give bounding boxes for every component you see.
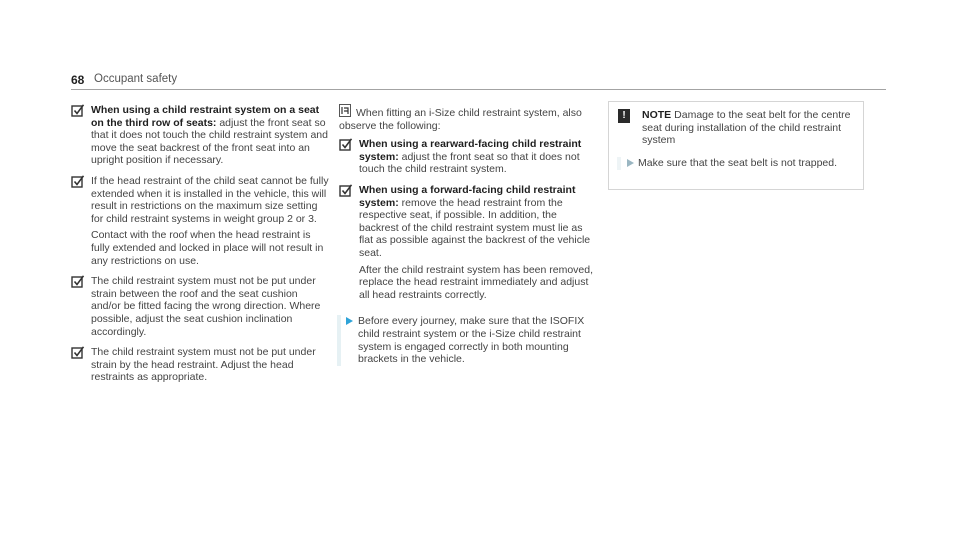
- note-step-text: Make sure that the seat belt is not trapped.: [638, 157, 838, 169]
- checklist-item: [339, 184, 597, 301]
- isize-intro: [339, 104, 597, 132]
- i-size-icon: [339, 104, 351, 117]
- item-heading: When using a forward-facing child restraint system:: [359, 183, 576, 209]
- checklist-item: [339, 138, 597, 176]
- item-text: remove the head restraint from the respective seat, if possible. In addition, the backrest of the child restraint system must lie as flat as possible against the backrest of the vehicle seat.: [359, 196, 591, 259]
- arrow-right-icon: [627, 159, 634, 167]
- item-text: The child restraint system must not be put under strain by the head restraint. Adjust the head restraints as appropriate.: [91, 346, 316, 384]
- item-heading: When using a child restraint system on a seat on the third row of seats:: [91, 104, 320, 129]
- section-title: Occupant safety: [94, 73, 178, 85]
- warning-icon: !: [618, 109, 630, 123]
- checkbox-icon: [339, 184, 353, 198]
- note-text: Damage to the seat belt for the centre seat during installation of the child restraint system: [642, 109, 851, 147]
- instruction-step: [337, 315, 597, 365]
- note-label: NOTE: [642, 109, 672, 121]
- checklist-item: [71, 175, 329, 267]
- checkbox-icon: [339, 138, 353, 152]
- middle-column: [339, 104, 597, 366]
- note-box: [608, 101, 864, 190]
- step-text: Before every journey, make sure that the ISOFIX child restraint system or the i-Size child restraint system is engaged correctly in both mounting brackets in the vehicle.: [358, 315, 585, 366]
- checkbox-icon: [71, 346, 85, 360]
- arrow-right-icon: [346, 317, 353, 325]
- left-column: [71, 104, 329, 392]
- item-text-secondary: After the child restraint system has been removed, replace the head restraint immediately and adjust all head restraints correctly.: [359, 263, 594, 301]
- item-text-secondary: Contact with the roof when the head restraint is fully extended and locked in place will not result in any restrictions on use.: [91, 229, 324, 267]
- checklist-item: [71, 104, 329, 167]
- checkbox-icon: [71, 104, 85, 118]
- intro-text: When fitting an i-Size child restraint system, also observe the following:: [339, 107, 582, 132]
- note-step: [617, 157, 874, 170]
- item-heading: When using a rearward-facing child restraint system:: [359, 138, 582, 163]
- page-number: 68: [71, 73, 85, 87]
- checkbox-icon: [71, 175, 85, 189]
- checklist-item: [71, 346, 329, 384]
- item-text: adjust the front seat so that it does not touch the child restraint system.: [359, 150, 580, 176]
- checkbox-icon: [71, 275, 85, 289]
- item-text: If the head restraint of the child seat cannot be fully extended when it is installed in the vehicle, this will result in restrictions on the maximum size setting for child restraint systems in weight group 2 or 3.: [91, 174, 329, 225]
- item-text: The child restraint system must not be put under strain between the roof and the seat cushion and/or be fitted facing the wrong direction. Where possible, adjust the seat cushion inclination accordingly.: [91, 275, 321, 338]
- page-header: [71, 70, 886, 90]
- checklist-item: [71, 275, 329, 338]
- note-text-block: [642, 109, 854, 147]
- item-text: adjust the front seat so that it does not touch the child restraint system and move the seat backrest of the front seat into an upright position if necessary.: [91, 116, 328, 167]
